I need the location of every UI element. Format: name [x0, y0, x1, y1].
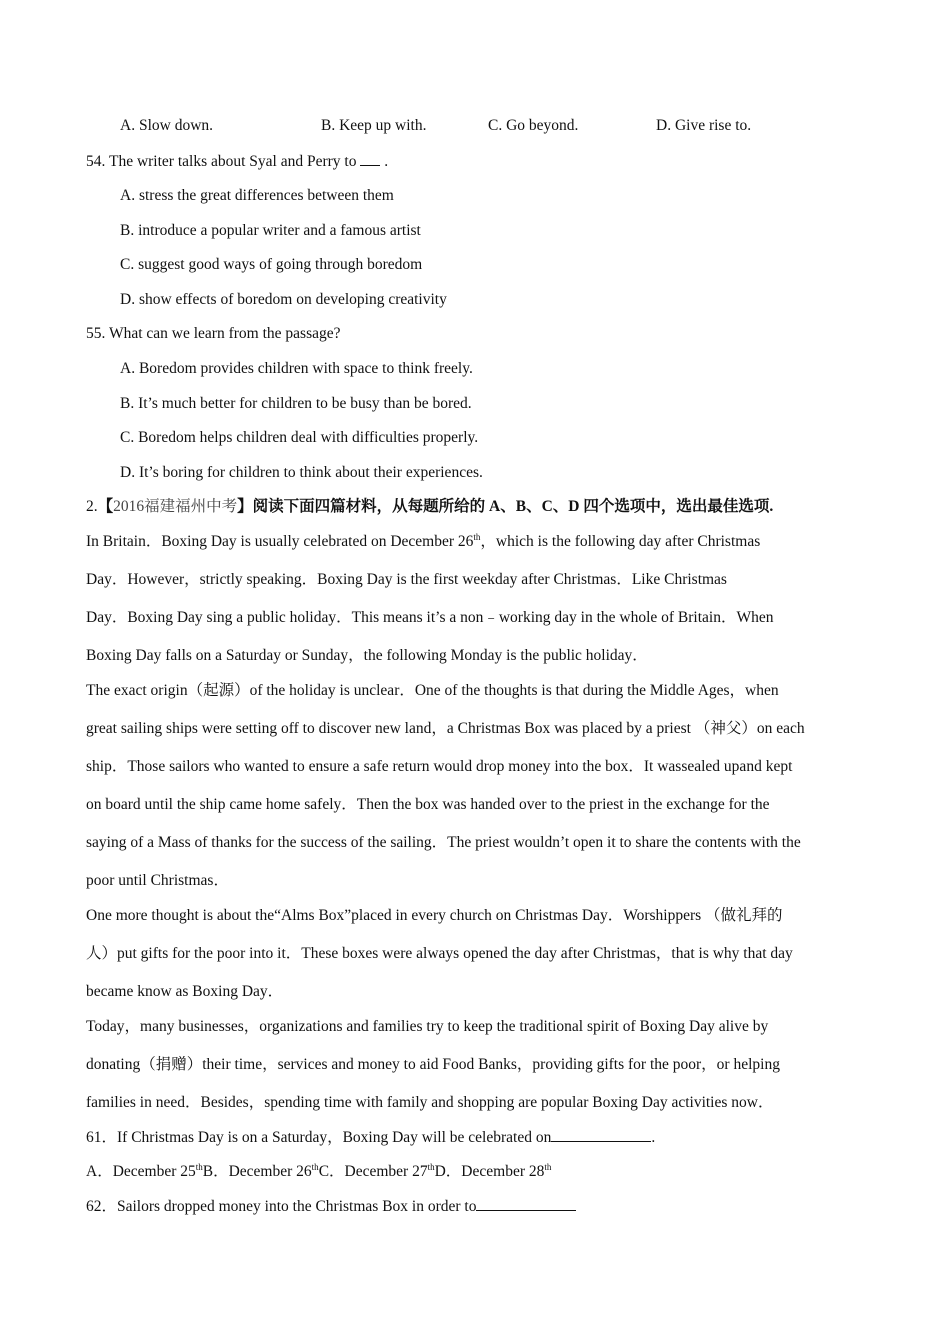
question-61-options — [86, 1162, 551, 1182]
question-54-option-b: B. introduce a popular writer and a famous artist — [120, 222, 421, 239]
question-55-stem: 55. What can we learn from the passage? — [86, 325, 341, 342]
question-55-option-b: B. It’s much better for children to be busy than be bored. — [120, 395, 472, 412]
passage-line: families in need．Besides，spending time with family and shopping are popular Boxing Day activities now． — [86, 1094, 774, 1111]
passage-line: ship．Those sailors who wanted to ensure a safe return would drop money into the box．It wassealed upand kept — [86, 758, 793, 775]
question-54-option-d: D. show effects of boredom on developing creativity — [120, 291, 447, 308]
option-b: B. Keep up with. — [321, 117, 427, 134]
passage-line: Day．Boxing Day sing a public holiday．This means it’s a non﹣working day in the whole of Britain．When — [86, 609, 774, 626]
instruction: 阅读下面四篇材料，从每题所给的 A、B、C、D 四个选项中，选出最佳选项. — [252, 498, 774, 515]
question-54-stem: 54. The writer talks about Syal and Perry to . — [86, 153, 389, 170]
answer-blank — [476, 1196, 576, 1211]
option-d: D．December 28th — [434, 1161, 552, 1180]
source-label: 2016福建福州中考 — [113, 498, 238, 515]
passage-line: In Britain．Boxing Day is usually celebrated on December 26th，which is the following day after Christmas — [86, 531, 761, 550]
passage-line: saying of a Mass of thanks for the success of the sailing．The priest wouldn’t open it to share the contents with the — [86, 834, 801, 851]
passage-line: on board until the ship came home safely．Then the box was handed over to the priest in the exchange for the — [86, 796, 770, 813]
option-d: D. Give rise to. — [656, 117, 752, 134]
question-61-stem: 61．If Christmas Day is on a Saturday，Boxing Day will be celebrated on . — [86, 1129, 656, 1146]
passage-line: 人）put gifts for the poor into it．These boxes were always opened the day after Christmas，that is why that day — [86, 945, 793, 962]
passage-line: Today，many businesses，organizations and families try to keep the traditional spirit of Boxing Day alive by — [86, 1018, 769, 1035]
passage-line: became know as Boxing Day． — [86, 983, 284, 1000]
option-c: C. Go beyond. — [488, 117, 579, 134]
passage-line: The exact origin（起源）of the holiday is unclear．One of the thoughts is that during the Middle Ages，when — [86, 682, 779, 699]
answer-blank — [360, 151, 380, 166]
option-a: A．December 25th — [86, 1161, 203, 1180]
question-55-option-d: D. It’s boring for children to think about their experiences. — [120, 464, 483, 481]
passage-line: Boxing Day falls on a Saturday or Sunday，the following Monday is the public holiday． — [86, 647, 648, 664]
question-55-option-c: C. Boredom helps children deal with difficulties properly. — [120, 429, 479, 446]
passage-line: Day．However，strictly speaking．Boxing Day is the first weekday after Christmas．Like Christmas — [86, 571, 727, 588]
passage-line: donating（捐赠）their time，services and money to aid Food Banks，providing gifts for the poor，or helping — [86, 1056, 780, 1073]
passage-line: One more thought is about the“Alms Box”placed in every church on Christmas Day．Worshippers （做礼拜的 — [86, 907, 783, 924]
section-2-heading: 2.【2016福建福州中考】阅读下面四篇材料，从每题所给的 A、B、C、D 四个选项中，选出最佳选项. — [86, 498, 774, 515]
question-55-option-a: A. Boredom provides children with space to think freely. — [120, 360, 473, 377]
passage-line: poor until Christmas． — [86, 872, 229, 889]
answer-blank — [551, 1127, 651, 1142]
option-b: B．December 26th — [202, 1161, 319, 1180]
question-54-option-a: A. stress the great differences between them — [120, 187, 394, 204]
passage-line: great sailing ships were setting off to discover new land，a Christmas Box was placed by a priest （神父）on each — [86, 720, 805, 737]
option-a: A. Slow down. — [120, 117, 214, 134]
question-54-option-c: C. suggest good ways of going through boredom — [120, 256, 423, 273]
option-c: C．December 27th — [318, 1161, 435, 1180]
question-62-stem: 62．Sailors dropped money into the Christmas Box in order to — [86, 1196, 576, 1217]
